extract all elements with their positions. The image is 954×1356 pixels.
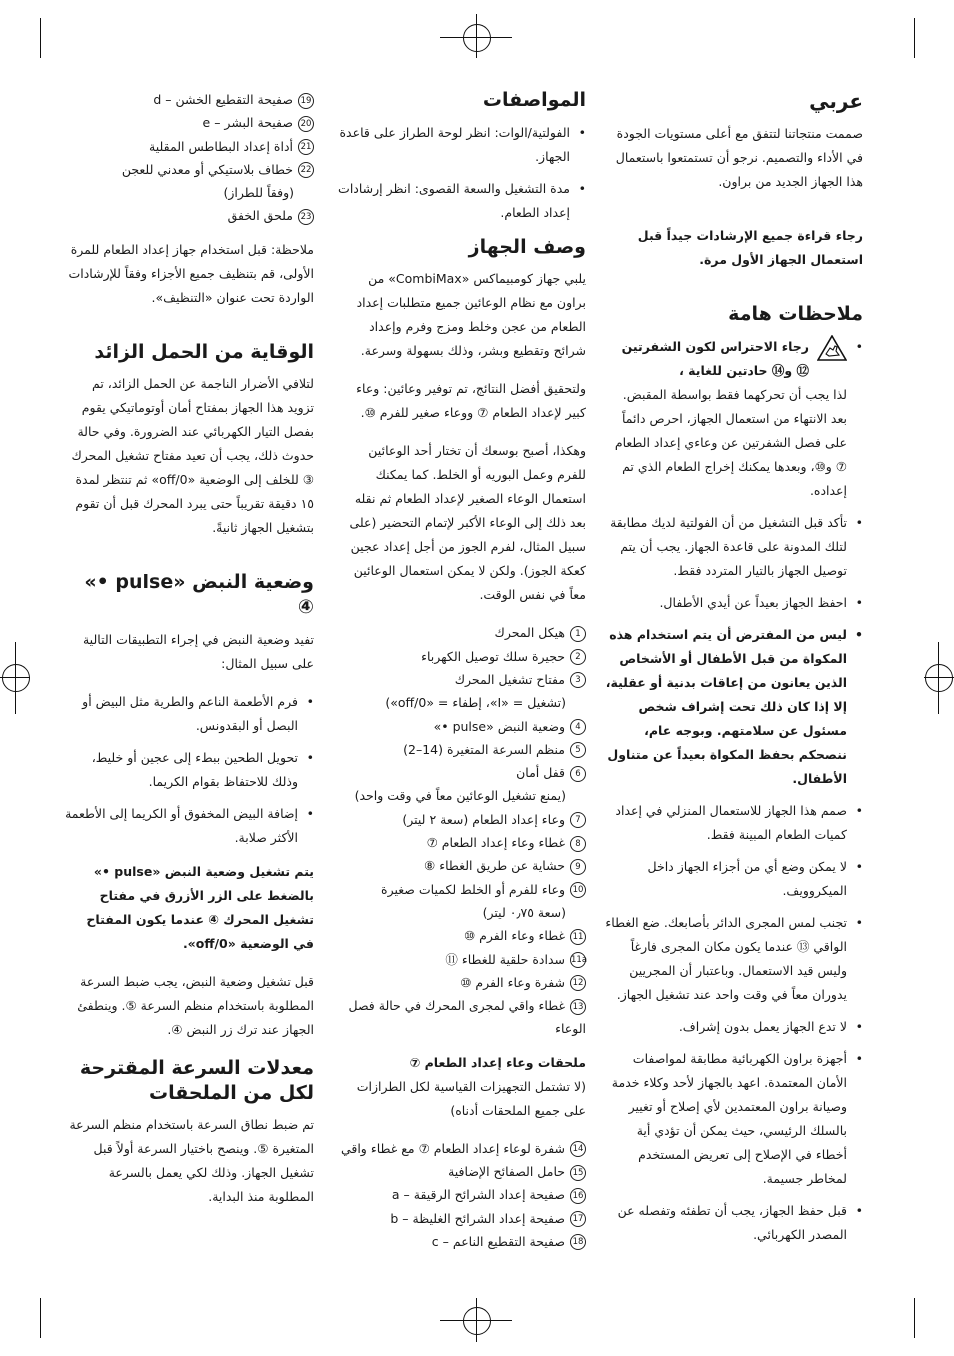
intro-paragraph: صممت منتجاتنا لتتفق مع أعلى مستويات الجودة في الأداء والتصميم. نرجو أن تستمتعوا باستعمال هذا الجهاز الجديد من براون. bbox=[615, 126, 863, 189]
accessory-item bbox=[338, 1160, 586, 1183]
right-column bbox=[605, 88, 863, 1257]
speed-paragraph: تم ضبط نطاق السرعة باستخدام منظم السرعة المتغيرة ⑤. وينصح باختيار السرعة أولاً قبل تشغيل الجهاز. وذلك لكي يعمل بالسرعة المطلوبة منذ البداية. bbox=[69, 1117, 314, 1205]
part-item bbox=[338, 761, 586, 784]
item-number-badge: 14 bbox=[570, 1141, 586, 1157]
item-number-badge: 13 bbox=[570, 999, 586, 1015]
description-paragraph-3: وهكذا، أصبح بوسعك أن تختار أحد الوعائين للفرم وعمل البوريه أو الخلط. كما يمكنك استعمال الوعاء الصغير لإعداد الطعام ثم نقله بعد ذلك إلى الوعاء الأكبر لإتمام التحضير (على سبيل المثال، لفرم الجوز من أجل إعداد عجين كعكة الجوز). ولكن لا يمكن استعمال الوعائين معاً في نفس الوقت. bbox=[349, 443, 586, 603]
note-household-use: • صمم هذا الجهاز للاستعمال المنزلي في إعداد كميات الطعام المبينة فقط. bbox=[605, 799, 863, 847]
accessory-item-label: صفيحة التقطيع الخشن – d bbox=[153, 92, 293, 107]
item-number-badge: 17 bbox=[570, 1211, 586, 1227]
item-number-badge: 4 bbox=[570, 719, 586, 735]
item-number-badge: 9 bbox=[570, 859, 586, 875]
accessories-list-continued bbox=[62, 88, 314, 228]
overload-paragraph: لتلافي الأضرار الناجمة عن الحمل الزائد، تم تزويد هذا الجهاز بمفتاح أمان أوتوماتيكي يقوم بفصل التيار الكهربائي عند الضرورة. وفي حالة حدوث ذلك، يجب أن تعيد مفتاح تشغيل المحرك ③ للخلف إلى الوضعية «off/0» ثم تنتظر لمدة ١٥ دقيقة تقريباً حتى يبرد المحرك قبل أن تقوم بتشغيل الجهاز ثانيةً. bbox=[71, 376, 314, 536]
part-item-label: قفل أمان bbox=[516, 765, 565, 781]
blade-warning-bold: رجاء الاحتراس لكون الشفرتين ⑫ و⑭ حادتين للغاية ، bbox=[621, 338, 809, 378]
part-item bbox=[338, 784, 586, 807]
overload-heading: الوقاية من الحمل الزائد bbox=[94, 340, 314, 363]
accessory-item bbox=[62, 204, 314, 227]
accessory-item bbox=[338, 1207, 586, 1230]
accessory-item bbox=[62, 158, 314, 181]
note-unplug: • قبل حفظ الجهاز، يجب أن تطفئه وتفصله عن المصدر الكهربائي. bbox=[605, 1199, 863, 1247]
part-item-label: (يمنع تشغيل الوعائين معاً في وقت واحد) bbox=[354, 788, 566, 804]
part-item-label: سدادة حلقية للغطاء ⑪ bbox=[445, 951, 565, 967]
accessory-item bbox=[62, 88, 314, 111]
description-paragraph-2: ولتحقيق أفضل النتائج، تم توفير وعائين: وعاء كبير لإعداد الطعام ⑦ ووعاء صغير للفرم ⑩. bbox=[356, 381, 586, 421]
pulse-heading: وضعية النبض «pulse •» ④ bbox=[84, 571, 314, 619]
crop-mark-top-left bbox=[40, 18, 41, 58]
part-item bbox=[338, 668, 586, 691]
part-item-label: (تشغيل = «I»، إطفاء = «off/0») bbox=[385, 695, 566, 711]
part-item-label: هيكل المحرك bbox=[494, 625, 565, 641]
note-children: • احفظ الجهاز بعيداً عن أيدي الأطفال. bbox=[605, 591, 863, 615]
item-number-badge: 16 bbox=[570, 1188, 586, 1204]
note-microwave: • لا يمكن وضع أي من أجزاء الجهاز داخل الميكروويف. bbox=[605, 855, 863, 903]
item-number-badge: 22 bbox=[298, 162, 314, 178]
accessory-item bbox=[62, 181, 314, 204]
part-item-label: وعاء إعداد الطعام (سعة ٢ ليتر) bbox=[402, 811, 565, 827]
accessories-heading: ملحقات وعاء إعداد الطعام ⑦ bbox=[409, 1054, 586, 1070]
important-notes-list bbox=[605, 335, 863, 1247]
item-number-badge: 6 bbox=[570, 766, 586, 782]
accessory-item bbox=[338, 1137, 586, 1160]
item-number-badge: 18 bbox=[570, 1234, 586, 1250]
middle-column bbox=[338, 88, 586, 1263]
item-number-badge: 11 bbox=[570, 929, 586, 945]
accessory-item-label: خطاف بلاستيكي أو معدني للعجن bbox=[121, 161, 293, 177]
pulse-paragraph: تفيد وضعية النبض في إجراء التطبيقات التالية على سبيل المثال: bbox=[82, 631, 314, 671]
item-number-badge: 20 bbox=[298, 116, 314, 132]
accessory-item-label: صفيحة البشر – e bbox=[202, 115, 293, 131]
important-notes-heading: ملاحظات هامة bbox=[728, 303, 863, 325]
accessory-item bbox=[338, 1230, 586, 1253]
note-voltage: • تأكد قبل التشغيل من أن الفولتية لديك مطابقة لتلك المدونة على قاعدة الجهاز. يجب أن يتم توصيل الجهاز بالتيار المتردد فقط. bbox=[605, 511, 863, 583]
registration-mark-left bbox=[2, 664, 30, 692]
part-item bbox=[338, 924, 586, 947]
item-number-badge: 1 bbox=[570, 626, 586, 642]
accessory-item-label: صفيحة إعداد الشرائح الغليظة – b bbox=[390, 1210, 565, 1226]
spec-voltage: • الفولتية/الوات: انظر لوحة الطراز على قاعدة الجهاز. bbox=[338, 121, 586, 169]
part-item-label: شفرة وعاء الفرم ⑩ bbox=[460, 974, 565, 990]
item-number-badge: 11a bbox=[570, 952, 586, 968]
item-number-badge: 19 bbox=[298, 93, 314, 109]
item-number-badge: 23 bbox=[298, 209, 314, 225]
item-number-badge: 5 bbox=[570, 742, 586, 758]
accessories-note: (لا تشتمل التجهيزات القياسية لكل الطرازات على جميع الملحقات أدناه) bbox=[356, 1078, 586, 1118]
registration-mark-top bbox=[463, 24, 491, 52]
part-item bbox=[338, 994, 586, 1041]
language-title: عربي bbox=[809, 89, 863, 113]
pulse-use-dough: • تحويل الطحين ببطء إلى عجين أو خليط، وذلك للاحتفاظ بقوام الكريما. bbox=[62, 746, 314, 794]
parts-list bbox=[338, 621, 586, 1040]
item-number-badge: 8 bbox=[570, 836, 586, 852]
specifications-heading: المواصفات bbox=[482, 89, 586, 111]
specifications-list bbox=[338, 121, 586, 225]
part-item bbox=[338, 645, 586, 668]
read-instructions-notice: رجاء قراءة جميع الإرشادات جيداً قبل استعمال الجهاز الأول مرة. bbox=[637, 228, 863, 267]
item-number-badge: 2 bbox=[570, 649, 586, 665]
pulse-activation-text: يتم تشغيل وضعية النبض «pulse •» بالضغط على الزر الأزرق في مفتاح تشغيل المحرك ④ عندما يكون المفتاح في الوضعية «off/0». bbox=[86, 863, 314, 951]
pulse-uses-list bbox=[62, 690, 314, 850]
blade-warning-item bbox=[605, 335, 863, 503]
item-number-badge: 12 bbox=[570, 975, 586, 991]
part-item bbox=[338, 854, 586, 877]
accessory-item-label: حامل الصفائح الإضافية bbox=[448, 1164, 565, 1180]
part-item bbox=[338, 901, 586, 924]
part-item bbox=[338, 878, 586, 901]
accessories-list bbox=[338, 1137, 586, 1253]
blade-warning-text: لذا يجب أن تحركهما فقط بواسطة المقبض. بعد الانتهاء من استعمال الجهاز، احرص دائماً على فصل الشفرتين عن وعاءي إعداد الطعام ⑦ و⑩، وبعدها يمكنك إخراج الطعام الذي تم إعداده. bbox=[614, 386, 847, 498]
part-item-label: مفتاح تشغيل المحرك bbox=[454, 671, 565, 687]
crop-mark-top-right bbox=[914, 18, 915, 58]
item-number-badge: 7 bbox=[570, 812, 586, 828]
left-column bbox=[62, 88, 314, 1223]
note-drive-shaft: • تجنب لمس المجرى الدائر بأصابعك. ضع الغطاء الواقي ⑬ عندما يكون مكان المجرى فارغاً وليس قيد الاستعمال. وباعتبار أن المجريين يدوران معاً في وقت واحد عند تشغيل الجهاز. bbox=[605, 911, 863, 1007]
accessory-item-label: ملحق الخفق bbox=[227, 208, 293, 224]
pulse-use-folding: • إضافة البيض المخفوق أو الكريما إلى الأطعمة الأكثر صلابة. bbox=[62, 802, 314, 850]
note-supervision: • ليس من المفترض أن يتم استخدام هذه المكواة من قبل الأطفال أو الأشخاص الذين يعانون من إعاقات بدنية أو عقلية، إلا إذا كان ذلك تحت إشراف شخص مسئول عن سلامتهم. وبوجه عام، ننصحكم بحفظ المكواة بعيداً عن متناول الأطفال. bbox=[605, 623, 863, 791]
part-item-label: منظم السرعة المتغيرة (14–2) bbox=[403, 741, 565, 757]
pulse-speed-text: قبل تشغيل وضعية النبض، يجب ضبط السرعة المطلوبة باستخدام منظم السرعة ⑤. وينطفئ الجهاز عند ترك زر النبض ④. bbox=[77, 973, 314, 1037]
item-number-badge: 15 bbox=[570, 1165, 586, 1181]
crop-mark-bottom-right bbox=[914, 1298, 915, 1338]
registration-mark-right bbox=[925, 664, 953, 692]
part-item bbox=[338, 808, 586, 831]
part-item-label: حشاية عن طريق الغطاء ⑧ bbox=[424, 858, 565, 874]
part-item bbox=[338, 691, 586, 714]
part-item-label: غطاء وعاء الفرم ⑩ bbox=[463, 928, 565, 944]
note-repairs: • أجهزة براون الكهربائية مطابقة لمواصفات الأمان المعتمدة. اعهد بالجهاز لأحد وكلاء خدمة وصيانة براون المعتمدين لأي إصلاح أو تغيير بالسلك الرئيسي، حيث يمكن أن تؤدي أية أخطاء في الإصلاح إلى تعريض المستخدم لمخاطر جسيمة. bbox=[605, 1047, 863, 1191]
part-item bbox=[338, 831, 586, 854]
accessory-item bbox=[62, 111, 314, 134]
crop-mark-bottom-left bbox=[40, 1298, 41, 1338]
accessory-item-label: (وفقاً للطراز) bbox=[223, 185, 294, 201]
description-heading: وصف الجهاز bbox=[468, 235, 586, 258]
accessory-item bbox=[338, 1183, 586, 1206]
registration-mark-bottom bbox=[463, 1307, 491, 1335]
accessory-item-label: صفيحة إعداد الشرائح الرقيقة – a bbox=[391, 1187, 565, 1203]
part-item-label: حجيرة سلك توصيل الكهرباء bbox=[421, 648, 565, 664]
accessory-item bbox=[62, 135, 314, 158]
accessory-item-label: صفيحة التقطيع الناعم – c bbox=[431, 1233, 565, 1249]
part-item-label: وعاء للفرم أو الخلط لكميات صغيرة bbox=[381, 881, 565, 897]
part-item bbox=[338, 948, 586, 971]
accessory-item-label: شفرة لوعاء إعداد الطعام ⑦ مع غطاء واقي bbox=[340, 1140, 565, 1156]
description-paragraph-1: يلبي جهاز كومبيماكس «CombiMax» من براون مع نظام الوعائين جميع متطلبات إعداد الطعام من عجن وخلط ومزج وفرم وإعداد شرائح وتقطيع وبشر، وذلك بسهولة وسرعة. bbox=[356, 271, 586, 359]
pulse-use-chopping: • فرم الأطعمة الناعم والطرية مثل البيض أو البصل أو البقدونس. bbox=[62, 690, 314, 738]
item-number-badge: 21 bbox=[298, 139, 314, 155]
accessory-item-label: أداة إعداد البطاطس المقلية bbox=[149, 138, 293, 154]
warning-hand-icon bbox=[817, 335, 847, 361]
part-item-label: (سعة ٠٫٧٥ ليتر) bbox=[482, 904, 566, 920]
spec-operating-time: • مدة التشغيل والسعة القصوى: انظر إرشادات إعداد الطعام. bbox=[338, 177, 586, 225]
part-item bbox=[338, 621, 586, 644]
part-item-label: وضعية النبض «pulse •» bbox=[433, 718, 565, 734]
part-item-label: غطاء واقي لمجرى المحرك في حالة فصل الوعاء bbox=[348, 998, 586, 1037]
note-unattended: • لا تدع الجهاز يعمل بدون إشراف. bbox=[605, 1015, 863, 1039]
part-item bbox=[338, 971, 586, 994]
part-item bbox=[338, 715, 586, 738]
part-item-label: غطاء وعاء إعداد الطعام ⑦ bbox=[426, 835, 565, 851]
item-number-badge: 10 bbox=[570, 882, 586, 898]
item-number-badge: 3 bbox=[570, 672, 586, 688]
first-use-note: ملاحظة: قبل استخدام جهاز إعداد الطعام للمرة الأولى، قم بتنظيف جميع الأجزاء وفقاً للإرشادات الواردة تحت عنوان «التنظيف». bbox=[68, 241, 314, 305]
part-item bbox=[338, 738, 586, 761]
speed-heading: معدلات السرعة المقترحة لكل من الملحقات bbox=[79, 1056, 314, 1104]
